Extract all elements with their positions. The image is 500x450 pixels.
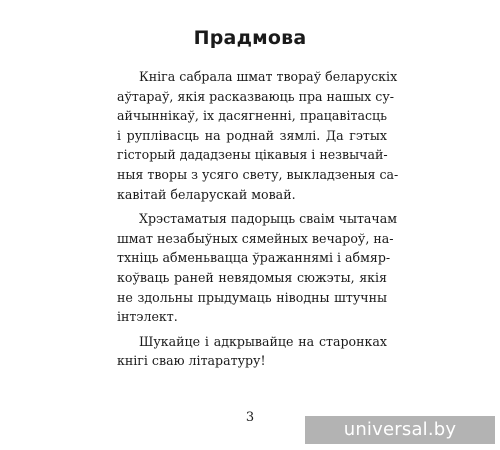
text-line: айчыннікаў, іх дасягненні, працавітасць	[117, 108, 387, 124]
text-line: Кніга сабрала шмат твораў беларускіх	[139, 69, 398, 84]
text-line: гісторый дададзены цікавыя і незвычай-	[117, 147, 388, 163]
page-title: Прадмова	[193, 27, 307, 49]
text-line: Хрэстаматыя падорыць сваім чытачам	[139, 211, 398, 227]
text-line: Шукайце і адкрывайце на старонках	[139, 333, 387, 349]
text-line: коўваць раней невядомыя сюжэты, якія	[117, 269, 387, 285]
text-line: аўтараў, якія расказваюць пра нашых су-	[117, 88, 394, 104]
paragraph-3	[117, 332, 387, 371]
page-number: 3	[245, 410, 255, 425]
text-line: тхніць абменьвацца ўражаннямі і абмяр-	[117, 250, 391, 266]
text-line: і руплівасць на роднай зямлі. Да гэтых	[117, 127, 387, 143]
paragraph-1	[117, 67, 399, 204]
text-body	[117, 67, 399, 371]
text-line: кнігі сваю літаратуру!	[117, 353, 266, 369]
text-line: ныя творы з усяго свету, выкладзеныя са-	[117, 166, 399, 182]
text-line: кавітай беларускай мовай.	[117, 186, 296, 202]
text-line: шмат незабыўных сямейных вечароў, на-	[117, 230, 394, 246]
text-line: не здольны прыдумаць ніводны штучны	[117, 289, 387, 305]
text-line: інтэлект.	[117, 309, 178, 325]
watermark-label: universal.by	[305, 416, 495, 444]
paragraph-2	[117, 209, 398, 327]
